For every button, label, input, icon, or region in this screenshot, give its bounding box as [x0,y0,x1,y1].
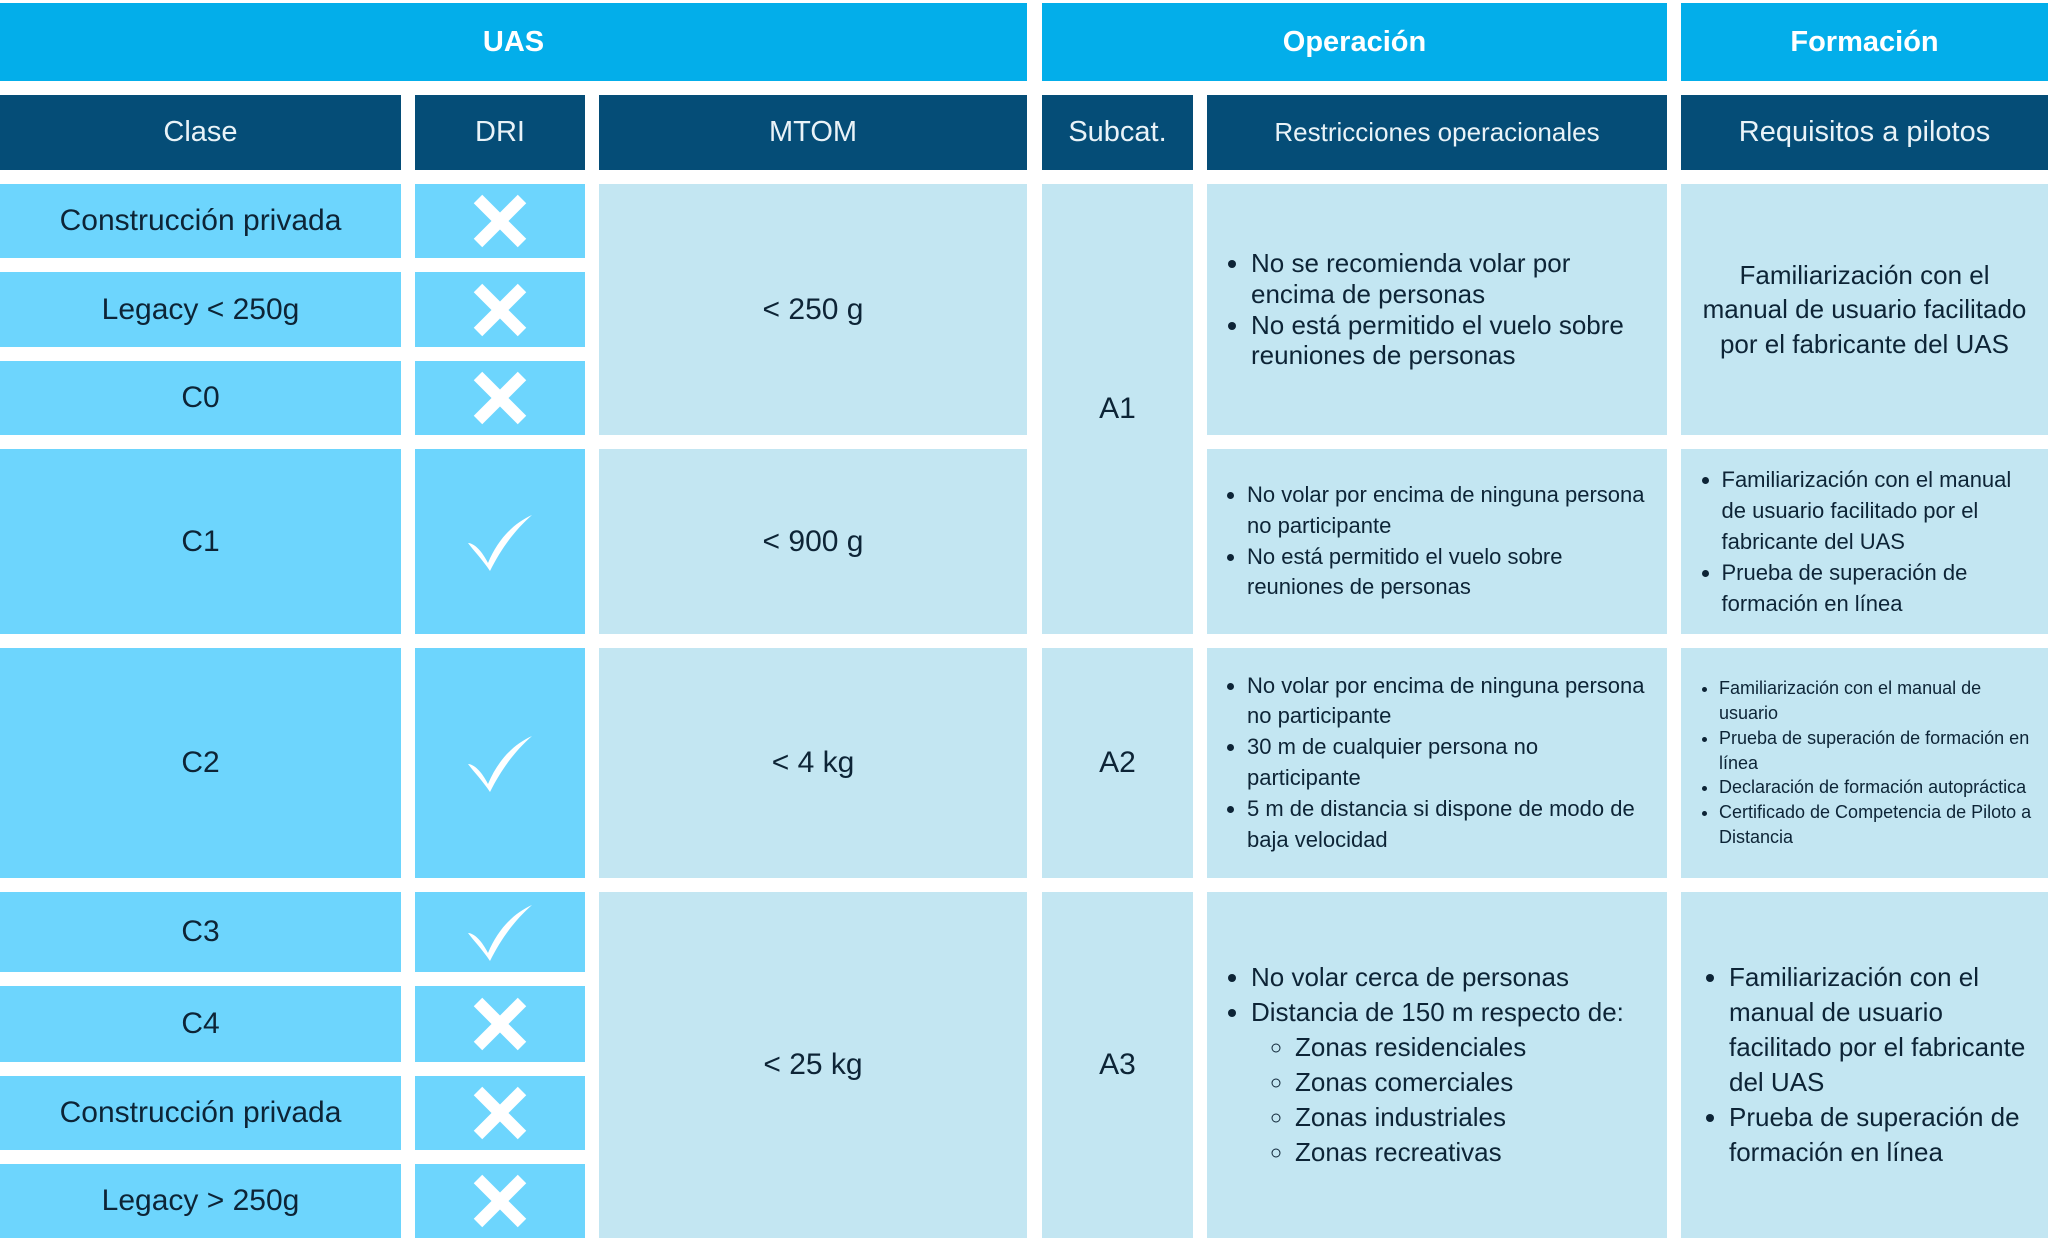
dri-cell [415,986,585,1062]
list-item: • 5 m de distancia si dispone de modo de baja velocidad [1247,794,1657,856]
restricciones-cell [1207,449,1667,634]
column-header-restricciones: Restricciones operacionales [1207,95,1667,170]
cross-icon [471,369,529,427]
list-item-label: Distancia de 150 m respecto de: [1251,996,1624,1027]
restricciones-text [1217,960,1657,1171]
cross-icon [471,1172,529,1230]
list-item: • No está permitido el vuelo sobre reuniones de personas [1247,542,1657,604]
cross-icon [471,995,529,1053]
zone-item: ◦ Zonas industriales [1295,1100,1657,1135]
cross-icon [471,192,529,250]
dri-cell [415,184,585,258]
dri-cell [415,1164,585,1238]
column-header-clase: Clase [0,95,401,170]
list-item: • No se recomienda volar por encima de personas [1251,248,1657,309]
mtom-cell: < 250 g [599,184,1027,435]
class-cell: C4 [0,986,401,1062]
list-item [1251,995,1657,1170]
dri-cell [415,272,585,347]
requisitos-text [1687,676,2042,850]
requisitos-cell [1681,648,2048,878]
list-item: • No está permitido el vuelo sobre reuniones de personas [1251,310,1657,371]
list-item: • No volar cerca de personas [1251,960,1657,995]
list-item: • No volar por encima de ninguna persona no participante [1247,671,1657,733]
list-item: • Prueba de superación de formación en línea [1729,1100,2032,1170]
column-header-mtom: MTOM [599,95,1027,170]
dri-cell [415,449,585,634]
class-cell: Legacy > 250g [0,1164,401,1238]
check-icon [464,732,536,794]
requisitos-text [1690,464,2040,619]
list-item: • 30 m de cualquier persona no participante [1247,732,1657,794]
class-cell: Construcción privada [0,1076,401,1150]
list-item: • Familiarización con el manual de usuario facilitado por el fabricante del UAS [1722,464,2040,557]
restricciones-cell [1207,648,1667,878]
list-item: • Declaración de formación autopráctica [1719,775,2042,800]
class-cell: Construcción privada [0,184,401,258]
cross-icon [471,1084,529,1142]
requisitos-text: Familiarización con el manual de usuario facilitado por el fabricante del UAS [1702,260,2027,359]
list-item: • Prueba de superación de formación en línea [1722,557,2040,619]
dri-cell [415,892,585,972]
dri-cell [415,361,585,435]
list-item: • Certificado de Competencia de Piloto a Distancia [1719,800,2042,850]
check-icon [464,511,536,573]
column-header-subcat: Subcat. [1042,95,1193,170]
column-header-requisitos: Requisitos a pilotos [1681,95,2048,170]
list-item: • No volar por encima de ninguna persona no participante [1247,480,1657,542]
dri-cell [415,1076,585,1150]
restricciones-text [1217,671,1657,856]
mtom-cell: < 25 kg [599,892,1027,1238]
subcat-cell: A2 [1042,648,1193,878]
subcat-cell: A3 [1042,892,1193,1238]
requisitos-text [1697,960,2032,1171]
requisitos-cell [1681,892,2048,1238]
zone-item: ◦ Zonas residenciales [1295,1030,1657,1065]
column-header-dri: DRI [415,95,585,170]
zone-item: ◦ Zonas comerciales [1295,1065,1657,1100]
restricciones-cell [1207,892,1667,1238]
zone-item: ◦ Zonas recreativas [1295,1135,1657,1170]
group-header-formacion: Formación [1681,3,2048,81]
class-cell: C1 [0,449,401,634]
requisitos-cell [1681,184,2048,435]
mtom-cell: < 900 g [599,449,1027,634]
list-item: • Familiarización con el manual de usuario facilitado por el fabricante del UAS [1729,960,2032,1100]
requisitos-cell [1681,449,2048,634]
class-cell: C0 [0,361,401,435]
list-item: • Prueba de superación de formación en línea [1719,726,2042,776]
class-cell: Legacy < 250g [0,272,401,347]
subcat-cell: A1 [1042,184,1193,634]
dri-cell [415,648,585,878]
restricciones-cell [1207,184,1667,435]
cross-icon [471,281,529,339]
group-header-operacion: Operación [1042,3,1667,81]
class-cell: C3 [0,892,401,972]
mtom-cell: < 4 kg [599,648,1027,878]
restricciones-text [1217,480,1657,603]
check-icon [464,901,536,963]
restricciones-text [1217,248,1657,371]
class-cell: C2 [0,648,401,878]
list-item: • Familiarización con el manual de usuario [1719,676,2042,726]
group-header-uas: UAS [0,3,1027,81]
